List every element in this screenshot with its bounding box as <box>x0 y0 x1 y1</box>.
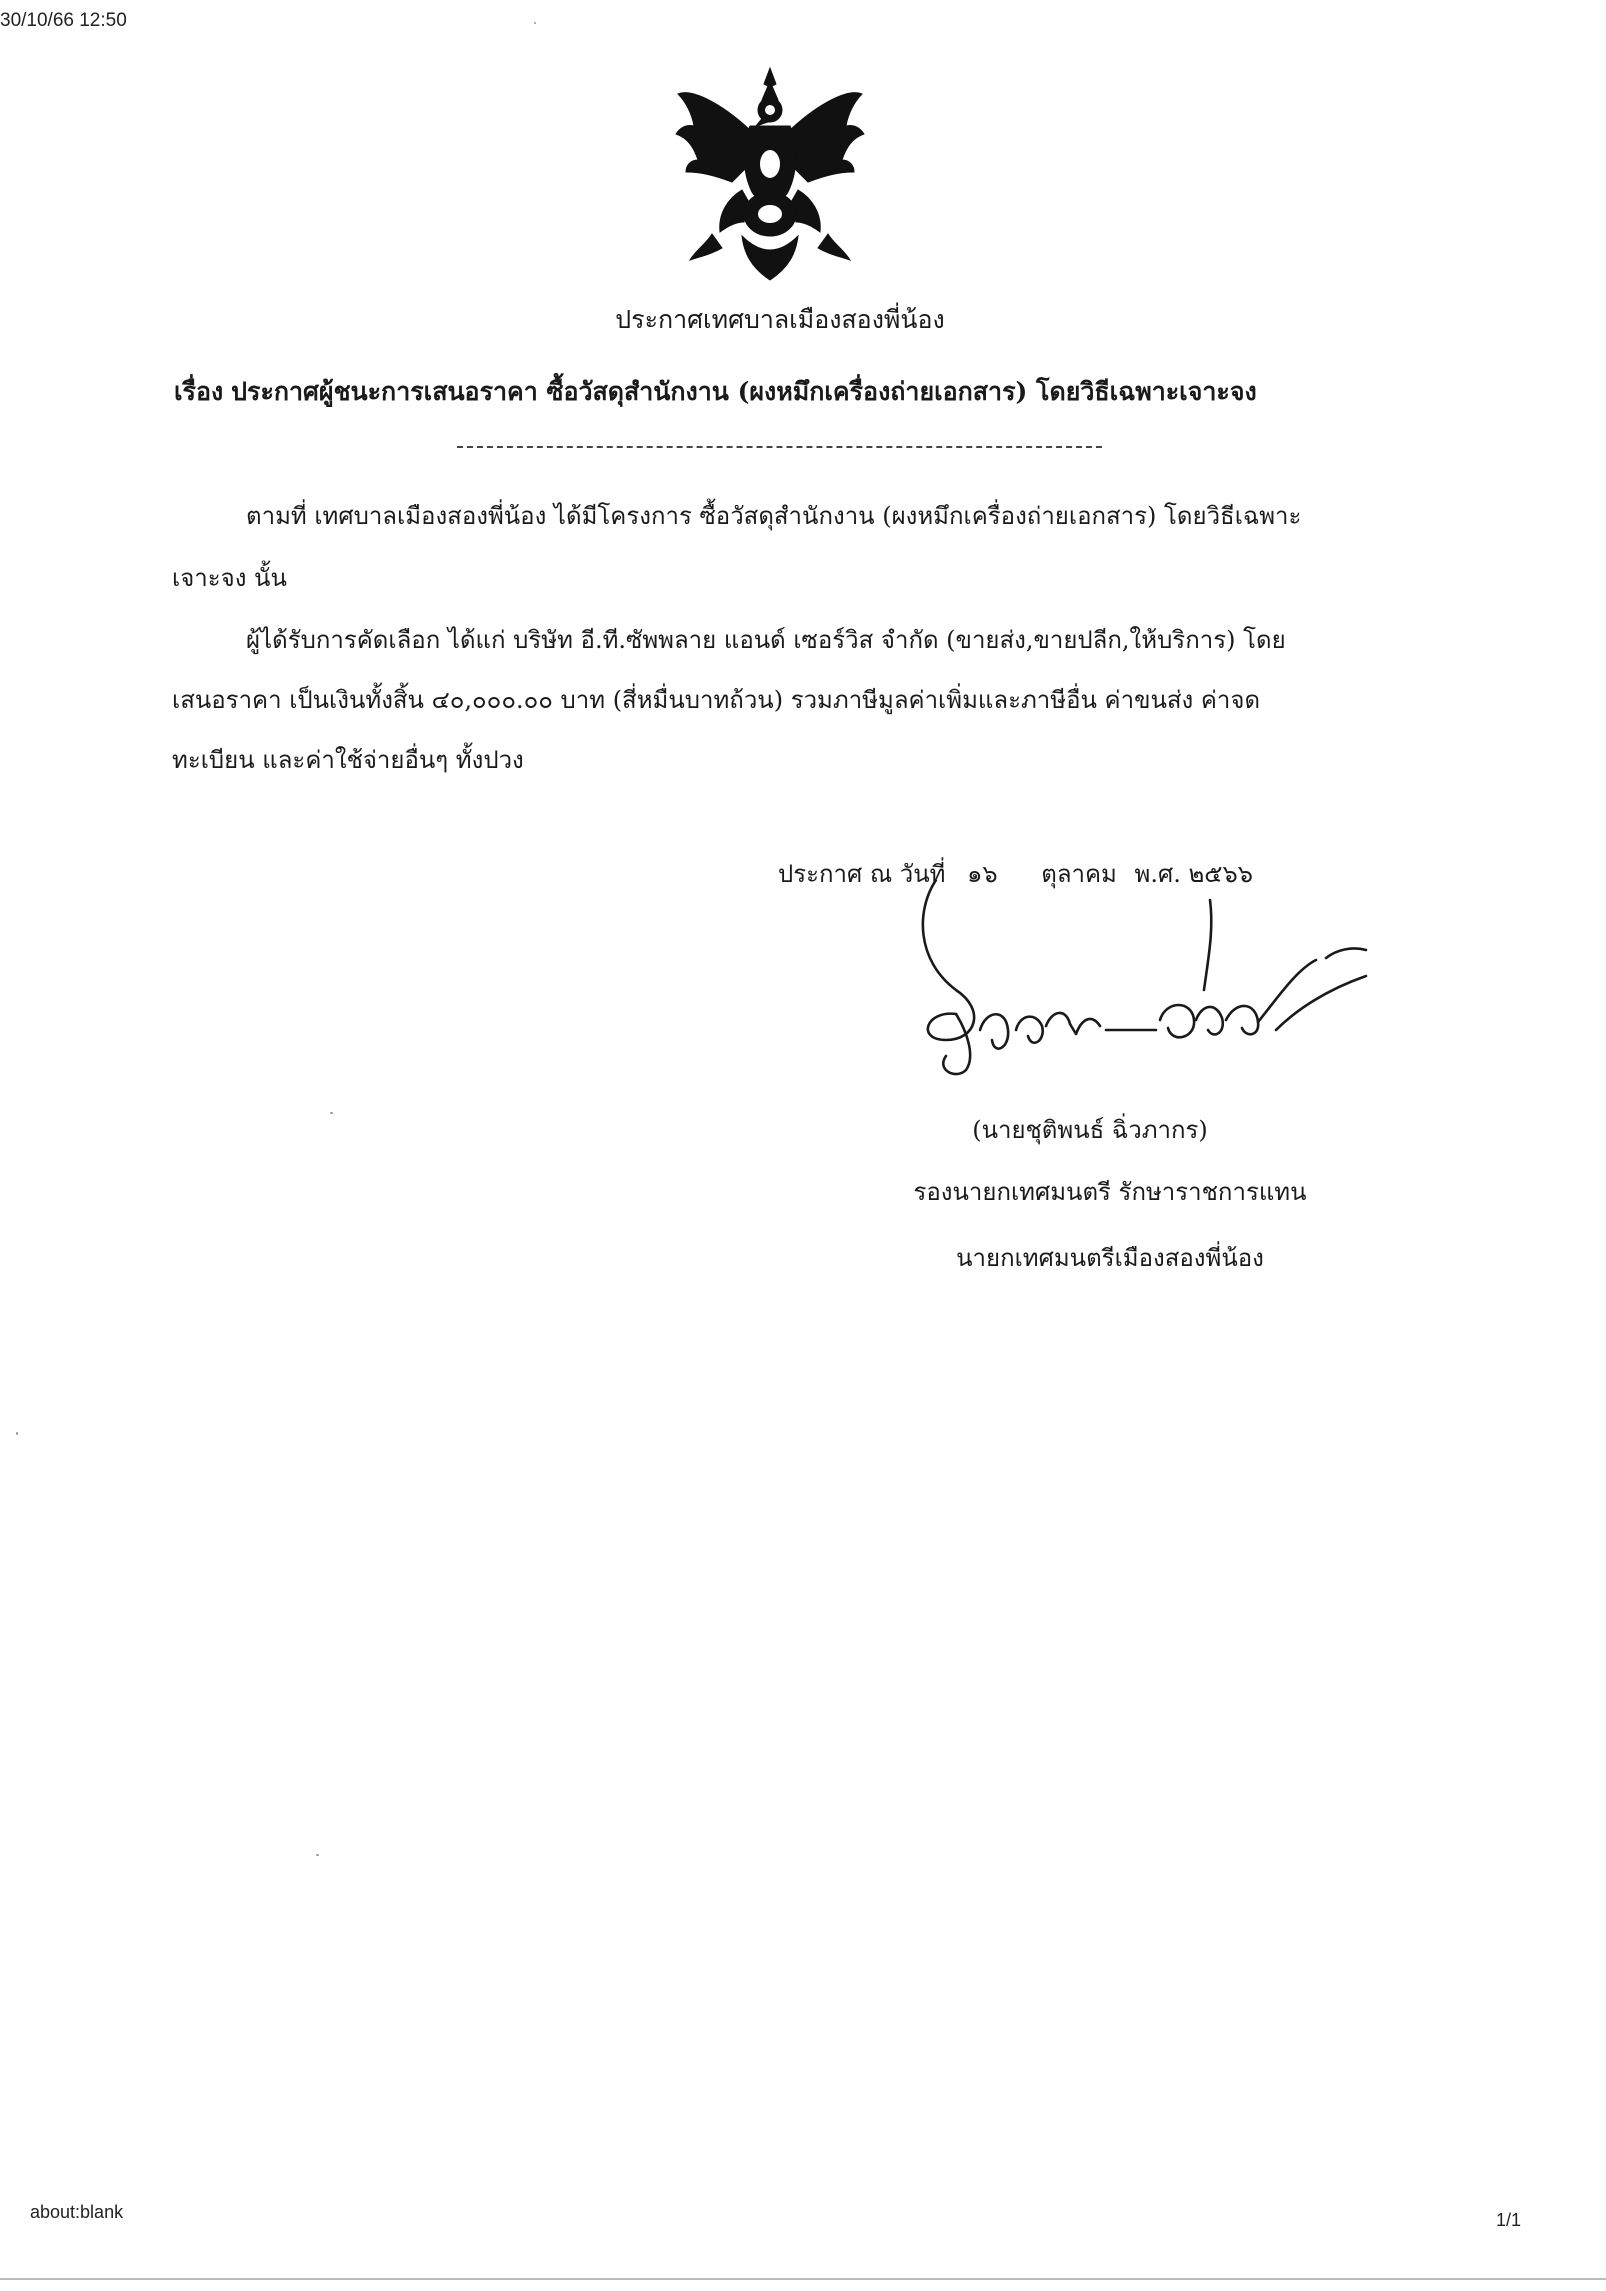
signatory-position-line2: นายกเทศมนตรีเมืองสองพี่น้อง <box>956 1244 1264 1272</box>
paragraph2-line1: ผู้ได้รับการคัดเลือก ได้แก่ บริษัท อี.ที.ซัพพลาย แอนด์ เซอร์วิส จำกัด (ขายส่ง,ขายปลีก,ให้บริการ) โดย <box>246 626 1286 654</box>
document-title: ประกาศเทศบาลเมืองสองพี่น้อง <box>615 305 945 334</box>
scan-speck <box>534 22 536 24</box>
subject-label: เรื่อง <box>174 377 224 406</box>
paragraph1-line2: เจาะจง นั้น <box>172 564 287 592</box>
handwritten-signature <box>896 880 1386 1090</box>
date-month: ตุลาคม <box>1041 860 1117 888</box>
footer-page-number: 1/1 <box>1496 2210 1522 2230</box>
paragraph1-line1: ตามที่ เทศบาลเมืองสองพี่น้อง ได้มีโครงการ ซื้อวัสดุสำนักงาน (ผงหมึกเครื่องถ่ายเอกสาร) โดยวิธีเฉพาะ <box>246 502 1302 530</box>
print-timestamp: 30/10/66 12:50 <box>0 10 127 31</box>
garuda-emblem <box>672 64 868 286</box>
dashed-separator <box>457 446 1102 448</box>
scan-speck <box>16 1432 18 1435</box>
date-year-prefix: พ.ศ. <box>1134 860 1181 888</box>
scan-speck <box>316 1854 319 1856</box>
document-subject <box>174 372 1257 412</box>
paragraph2-line2: เสนอราคา เป็นเงินทั้งสิ้น ๔๐,๐๐๐.๐๐ บาท (สี่หมื่นบาทถ้วน) รวมภาษีมูลค่าเพิ่มและภาษีอื่น ค่าขนส่ง ค่าจด <box>172 686 1261 714</box>
date-year: ๒๕๖๖ <box>1188 860 1253 888</box>
signatory-position-line1: รองนายกเทศมนตรี รักษาราชการแทน <box>913 1178 1307 1206</box>
signatory-name: (นายชุติพนธ์ ฉิ่วภากร) <box>972 1116 1208 1144</box>
subject-text: ประกาศผู้ชนะการเสนอราคา ซื้อวัสดุสำนักงาน (ผงหมึกเครื่องถ่ายเอกสาร) โดยวิธีเฉพาะเจาะจง <box>231 377 1257 406</box>
scan-speck <box>330 1112 333 1114</box>
date-prefix: ประกาศ ณ วันที่ <box>778 860 946 888</box>
bottom-rule <box>0 2278 1606 2280</box>
footer-url: about:blank <box>30 2202 124 2222</box>
date-day: ๑๖ <box>967 860 998 888</box>
paragraph2-line3: ทะเบียน และค่าใช้จ่ายอื่นๆ ทั้งปวง <box>172 746 524 774</box>
